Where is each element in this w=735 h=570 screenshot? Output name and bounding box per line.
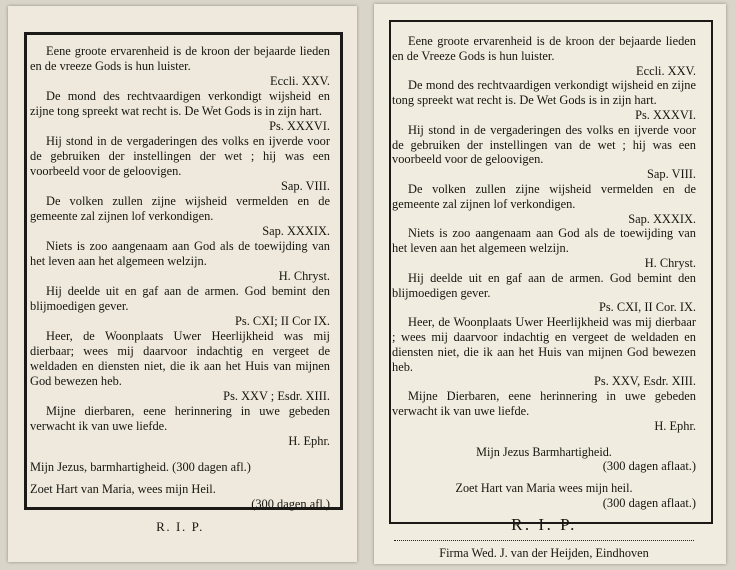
printer-imprint: Firma Wed. J. van der Heijden, Eindhoven — [439, 545, 649, 560]
verse-reference: Ps. XXV ; Esdr. XIII. — [223, 389, 330, 403]
indulgence-note: (300 dagen aflaat.) — [602, 495, 696, 510]
verse-reference: Ps. CXI; II Cor IX. — [235, 314, 330, 328]
verse-reference: Sap. XXXIX. — [262, 224, 330, 238]
verse-text: De volken zullen zijne wijsheid vermelden en de gemeente zal zijnen lof verkondigen. — [392, 181, 696, 211]
verse-paragraph — [30, 239, 330, 269]
verse-paragraph — [392, 78, 696, 108]
verse-reference: H. Chryst. — [278, 269, 330, 283]
verse-text: Niets is zoo aangenaam aan God als de toewijding van het leven aan het algemeen welzijn. — [392, 226, 696, 256]
spacer — [30, 449, 330, 460]
verse-reference: H. Ephr. — [288, 434, 330, 448]
verse-paragraph — [30, 284, 330, 314]
verse-text: Heer, de Woonplaats Uwer Heerlijkheid was mij dierbaar ; wees mij daarvoor indachtig en vergeet de weldaden en diensten niet, die ik aan het Huis van mijnen God bewezen heb. — [392, 315, 696, 374]
invocation-line: Mijn Jezus, barmhartigheid. (300 dagen afl.) — [30, 460, 251, 474]
verse-reference: H. Chryst. — [644, 255, 696, 270]
spacer — [30, 475, 330, 482]
verse-paragraph — [30, 404, 330, 434]
verse-paragraph — [392, 389, 696, 419]
divider — [394, 540, 694, 541]
verse-paragraph — [392, 271, 696, 301]
indulgence-note: (300 dagen aflaat.) — [602, 459, 696, 474]
verse-reference: Eccli. XXV. — [270, 74, 330, 88]
spacer — [392, 474, 696, 481]
verse-paragraph — [30, 329, 330, 389]
verse-reference: Ps. XXXVI. — [269, 119, 330, 133]
verse-paragraph — [30, 194, 330, 224]
verse-reference: Sap. XXXIX. — [628, 211, 696, 226]
verse-reference: Eccli. XXV. — [636, 63, 696, 78]
verse-text: Mijne dierbaren, eene herinnering in uwe gebeden verwacht ik van uwe liefde. — [30, 404, 330, 433]
invocation-line: Mijn Jezus Barmhartigheid. — [476, 444, 612, 459]
verse-text: Eene groote ervarenheid is de kroon der bejaarde lieden en de Vreeze Gods is hun luister. — [392, 34, 696, 63]
verse-paragraph — [30, 134, 330, 179]
verse-reference: H. Ephr. — [654, 418, 696, 433]
verse-reference: Sap. VIII. — [647, 167, 696, 182]
card-right-text — [392, 34, 696, 560]
invocation-line: Zoet Hart van Maria, wees mijn Heil. — [30, 482, 216, 496]
verse-text: De mond des rechtvaardigen verkondigt wijsheid en zijne tong spreekt wat recht is. De Wet Gods is in zijn hart. — [392, 78, 696, 108]
rip-line: R. I. P. — [511, 514, 577, 534]
verse-paragraph — [392, 182, 696, 212]
indulgence-note: (300 dagen afl.) — [251, 497, 330, 511]
verse-paragraph — [392, 34, 696, 64]
verse-text: Hij deelde uit en gaf aan de armen. God bemint den blijmoedigen gever. — [392, 270, 696, 300]
verse-text: De mond des rechtvaardigen verkondigt wijsheid en zijne tong spreekt wat recht is. De Wet Gods is in zijn hart. — [30, 89, 330, 118]
verse-text: Hij stond in de vergaderingen des volks en ijverde voor de gebruiken der instellingen van de wet ; hij was een voorbeeld voor de geloovigen. — [392, 122, 696, 167]
card-left-text — [30, 44, 330, 534]
verse-text: Hij stond in de vergaderingen des volks en ijverde voor de gebruiken der instellingen der wet ; hij was een voorbeeld voor de geloovigen. — [30, 134, 330, 178]
verse-paragraph — [392, 226, 696, 256]
spacer — [392, 434, 696, 445]
invocation-line: Zoet Hart van Maria wees mijn heil. — [455, 481, 633, 496]
verse-text: Eene groote ervarenheid is de kroon der bejaarde lieden en de vreeze Gods is hun luister. — [30, 44, 330, 73]
verse-reference: Ps. CXI, II Cor. IX. — [598, 300, 696, 315]
verse-paragraph — [30, 44, 330, 74]
rip-line: R. I. P. — [156, 519, 204, 534]
verse-text: De volken zullen zijne wijsheid vermelden en de gemeente zal zijnen lof verkondigen. — [30, 194, 330, 223]
verse-reference: Sap. VIII. — [281, 179, 330, 193]
verse-text: Niets is zoo aangenaam aan God als de toewijding van het leven aan het algemeen welzijn. — [30, 239, 330, 268]
verse-paragraph — [392, 123, 696, 167]
verse-text: Heer, de Woonplaats Uwer Heerlijkheid was mij dierbaar; wees mij daarvoor indachtig en vergeet de weldaden en diensten niet, die ik aan het Huis van mijnen God bewezen heb. — [30, 329, 330, 388]
verse-text: Hij deelde uit en gaf aan de armen. God bemint den blijmoedigen gever. — [30, 284, 330, 313]
verse-reference: Ps. XXV, Esdr. XIII. — [594, 374, 696, 389]
verse-text: Mijne Dierbaren, eene herinnering in uwe gebeden verwacht ik van uwe liefde. — [392, 389, 696, 418]
spacer — [30, 512, 330, 519]
verse-paragraph — [392, 315, 696, 374]
verse-reference: Ps. XXXVI. — [635, 107, 696, 122]
verse-paragraph — [30, 89, 330, 119]
